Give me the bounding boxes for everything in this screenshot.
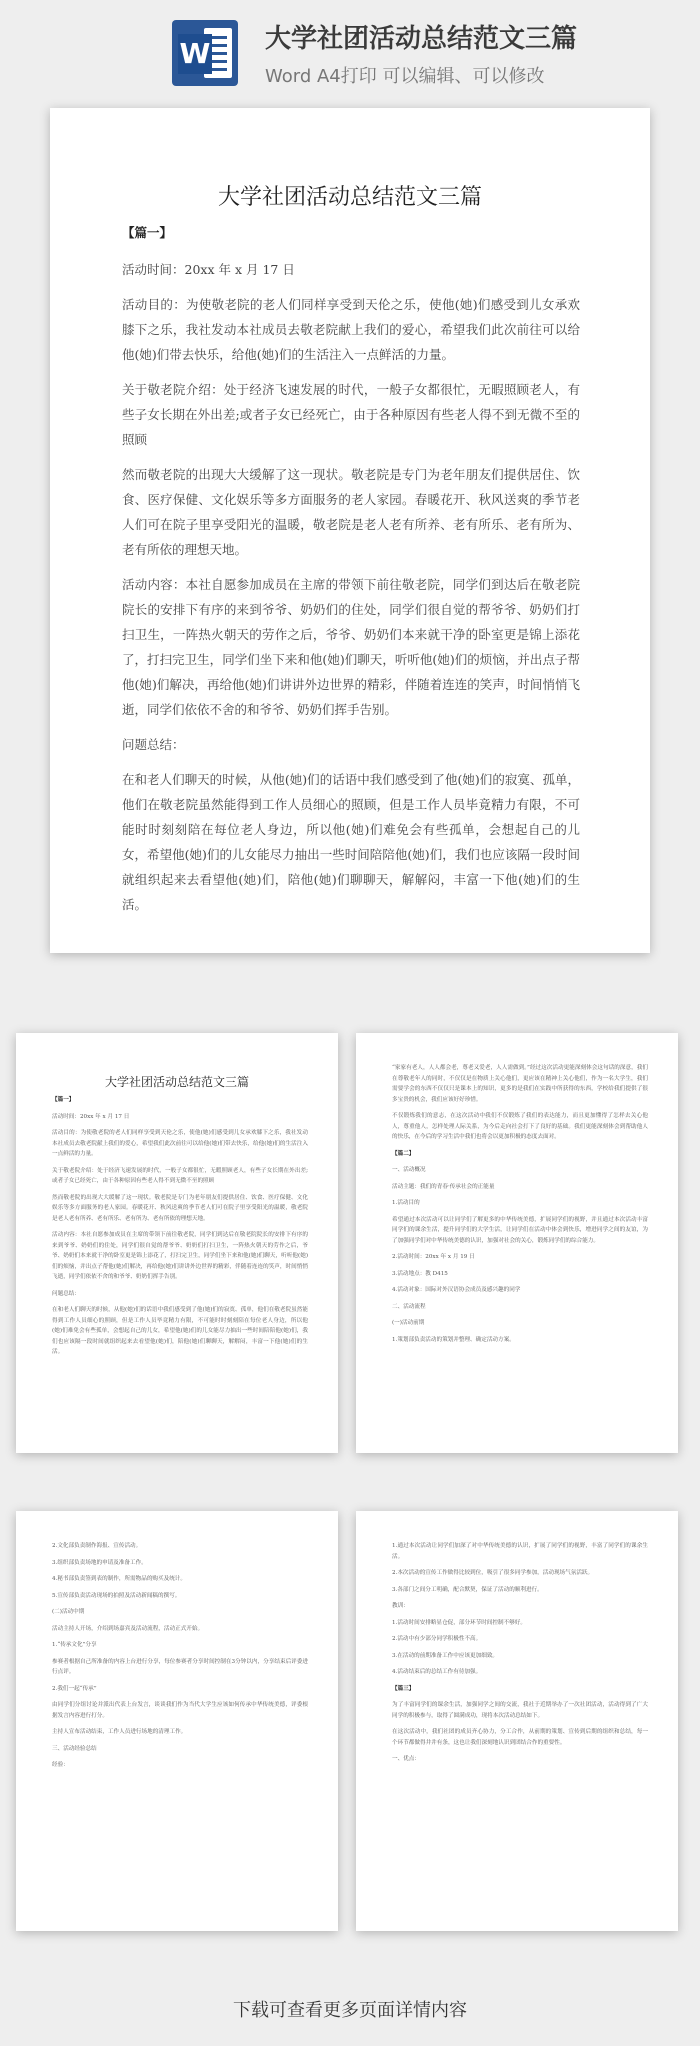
paragraph: 4.秘书部负责签到表的制作，所需物品的购买及统计。 bbox=[52, 1576, 186, 1582]
paragraph: 在这次活动中，我们社团的成员齐心协力，分工合作，从前期的策划、宣传到后期的组织和总结，每一个环节都做得井井有条，这也让我们深刻地认识到团结合作的重要性。 bbox=[392, 1729, 648, 1746]
document-body bbox=[122, 220, 580, 927]
main-page bbox=[50, 108, 650, 953]
paragraph: 活动内容：本社自愿参加成员在主席的带领下前往敬老院，同学们到达后在敬老院院长的安排下有序的来到爷爷、奶奶们的住处，同学们很自觉的帮爷爷、奶奶们打扫卫生，一阵热火朝天的劳作之后，爷爷、奶奶们本来就干净的卧室更是锦上添花了，打扫完卫生，同学们坐下来和他(她)们聊天，听听他(她)们的烦恼，并出点子帮他(她)们解决，再给他(她)们讲讲外边世界的精彩，伴随着连连的笑声，时间悄悄飞逝，同学们依依不舍的和爷爷、奶奶们挥手告别。 bbox=[122, 577, 580, 717]
section-heading: 【篇一】 bbox=[52, 1097, 75, 1103]
paragraph: 1.活动目的 bbox=[392, 1200, 420, 1206]
paragraph: 2.活动时间：20xx 年 x 月 19 日 bbox=[392, 1254, 475, 1260]
paragraph: 3.活动地点：教 D415 bbox=[392, 1270, 448, 1277]
paragraph: 在和老人们聊天的时候，从他(她)们的话语中我们感受到了他(她)们的寂寞、孤单，他们在敬老院虽然能得到工作人员细心的照顾，但是工作人员毕竟精力有限，不可能时时刻刻陪在每位老人身边，所以他(她)们难免会有些孤单，会想起自己的儿女，希望他(她)们的儿女能尽力抽出一些时间陪陪他(她)们，我们也应该隔一段时间就组织起来去看望他(她)们，陪他(她)们聊聊天，解解闷，丰富一下他(她)们的生活。 bbox=[52, 1307, 308, 1355]
paragraph: 不仅锻炼我们的意志，在这次活动中我们不仅锻炼了我们的表达能力，而且更加懂得了怎样去关心他人，尊重他人，怎样处理人际关系，为今后走向社会打下了良好的基础。我们更能深刻体会到帮助他人的快乐，在今后的学习生活中我们也将会以更加积极的态度去面对。 bbox=[392, 1113, 648, 1140]
page-thumbnail-2[interactable] bbox=[356, 1033, 678, 1453]
paragraph: 4.活动对象：国际对外汉语协会成员及感兴趣的同学 bbox=[392, 1287, 521, 1293]
header-subtitle: Word A4打印 可以编辑、可以修改 bbox=[265, 66, 545, 87]
document-title: 大学社团活动总结范文三篇 bbox=[217, 185, 482, 210]
paragraph: 5.宣传部负责活动现场的拍照及活动新闻稿的撰写。 bbox=[52, 1592, 181, 1599]
paragraph: 活动目的：为使敬老院的老人们同样享受到天伦之乐，使他(她)们感受到儿女承欢膝下之乐，我社发动本社成员去敬老院献上我们的爱心，希望我们此次前往可以给他(她)们带去快乐，给他(她)们的生活注入一点鲜活的力量。 bbox=[122, 297, 580, 362]
paragraph: 主持人宣布活动结束，工作人员进行场地的清理工作。 bbox=[52, 1729, 187, 1735]
paragraph: 教训： bbox=[392, 1603, 409, 1609]
paragraph: 3.组织部负责场地的申请及准备工作。 bbox=[52, 1559, 147, 1566]
paragraph: 然而敬老院的出现大大缓解了这一现状。敬老院是专门为老年朋友们提供居住、饮食、医疗保健、文化娱乐等多方面服务的老人家园。春暖花开、秋风送爽的季节老人们可在院子里享受阳光的温暖，敬老院是老人老有所养、老有所乐、老有所为、老有所依的理想天地。 bbox=[52, 1194, 308, 1222]
paragraph: 经验： bbox=[52, 1762, 69, 1768]
paragraph: 2.本次活动的宣传工作做得比较到位，吸引了很多同学参加，活动现场气氛活跃。 bbox=[392, 1570, 594, 1576]
paragraph: 1.“传承文化”分享 bbox=[52, 1642, 97, 1648]
paragraph: 关于敬老院介绍：处于经济飞速发展的时代，一般子女都很忙，无暇照顾老人，有些子女长期在外出差;或者子女已经死亡，由于各种原因有些老人得不到无微不至的照顾 bbox=[122, 382, 580, 447]
header bbox=[0, 0, 700, 100]
header-title: 大学社团活动总结范文三篇 bbox=[265, 24, 578, 54]
paragraph: 4.活动结束后的总结工作有待加强。 bbox=[392, 1669, 482, 1675]
word-letter: W bbox=[178, 34, 212, 74]
thumbnail-body bbox=[392, 1063, 648, 1351]
paragraph: 3.在活动的前期准备工作中应该更加细致。 bbox=[392, 1652, 499, 1659]
paragraph: “家家有老人，人人都会老，尊老又爱老，人人需做到。”经过这次活动更能深刻体会这句话的深意，我们在尊敬老年人的同时，不仅仅是在物质上关心他们，更应该在精神上关心他们，作为一名大学生，我们需要学会的东西不仅仅只是课本上的知识，更多的是我们在实践中所获得的东西，学校给我们提供了很多宝贵的机会，我们应该好好珍惜。 bbox=[392, 1065, 648, 1103]
paragraph: 关于敬老院介绍：处于经济飞速发展的时代，一般子女都很忙，无暇照顾老人，有些子女长期在外出差;或者子女已经死亡，由于各种原因有些老人得不到无微不至的照顾 bbox=[52, 1167, 308, 1184]
paragraph: 在和老人们聊天的时候，从他(她)们的话语中我们感受到了他(她)们的寂寞、孤单，他们在敬老院虽然能得到工作人员细心的照顾，但是工作人员毕竟精力有限，不可能时时刻刻陪在每位老人身边，所以他(她)们难免会有些孤单，会想起自己的儿女，希望他(她)们的儿女能尽力抽出一些时间陪陪他(她)们，我们也应该隔一段时间就组织起来去看望他(她)们，陪他(她)们聊聊天，解解闷，丰富一下他(她)们的生活。 bbox=[122, 772, 580, 912]
paragraph: 1.通过本次活动让同学们加深了对中华传统美德的认识，扩展了同学们的视野，丰富了同学们的课余生活。 bbox=[392, 1543, 648, 1560]
section-heading: 【篇三】 bbox=[392, 1685, 415, 1692]
paragraph: 活动主持人开场，介绍到场嘉宾及活动流程，活动正式开始。 bbox=[52, 1625, 204, 1632]
paragraph: 为了丰富同学们的课余生活，加强同学之间的交流，我社于近期举办了一次社团活动，活动得到了广大同学的积极参与，取得了圆满成功，现将本次活动总结如下。 bbox=[392, 1702, 648, 1719]
paragraph: 活动主题：我们的青春·传承社会的正能量 bbox=[392, 1183, 495, 1190]
paragraph: 1.策划部负责活动的策划并整理、确定活动方案。 bbox=[392, 1336, 515, 1343]
paragraph: 活动时间：20xx 年 x 月 17 日 bbox=[52, 1113, 130, 1120]
thumbnail-body bbox=[392, 1541, 648, 1771]
section-heading: 【篇一】 bbox=[122, 225, 173, 240]
paragraph: 问题总结： bbox=[52, 1290, 80, 1297]
paragraph: 由同学们分组讨论并派出代表上台发言，谈谈我们作为当代大学生应该如何传承中华传统美德，评委根据发言内容进行打分。 bbox=[52, 1702, 308, 1719]
word-icon bbox=[172, 20, 238, 86]
paragraph: 2.我们一起“传承” bbox=[52, 1685, 97, 1692]
paragraph: 二、活动流程 bbox=[392, 1303, 426, 1310]
page-thumbnail-4[interactable] bbox=[356, 1511, 678, 1931]
page-thumbnail-1[interactable] bbox=[16, 1033, 338, 1453]
paragraph: 2.活动中有少部分同学积极性不高。 bbox=[392, 1636, 482, 1642]
paragraph: (二)活动中期 bbox=[52, 1609, 85, 1615]
paragraph: (一)活动前期 bbox=[392, 1320, 425, 1326]
paragraph: 参赛者根据自己所准备的内容上台进行分享，每位参赛者分享时间控制在3分钟以内，分享结束后评委进行点评。 bbox=[52, 1658, 308, 1675]
download-more-link[interactable]: 下载可查看更多页面详情内容 bbox=[233, 2000, 467, 2021]
thumbnail-title: 大学社团活动总结范文三篇 bbox=[104, 1075, 249, 1089]
paragraph: 三、活动经验总结 bbox=[52, 1745, 97, 1752]
paragraph: 希望通过本次活动可以让同学们了解更多的中华传统美德，扩展同学们的视野，并且通过本次活动丰富同学们的课余生活，提升同学们的大学生活，让同学们在活动中体会到快乐，增进同学之间的友谊，为了加强同学们对中华传统美德的认识，加强对社会的关心，锻炼同学们的综合能力。 bbox=[392, 1216, 648, 1244]
paragraph: 问题总结： bbox=[122, 737, 185, 752]
section-heading: 【篇二】 bbox=[392, 1150, 415, 1157]
paragraph: 活动内容：本社自愿参加成员在主席的带领下前往敬老院，同学们到达后在敬老院院长的安排下有序的来到爷爷、奶奶们的住处，同学们很自觉的帮爷爷、奶奶们打扫卫生，一阵热火朝天的劳作之后，爷爷、奶奶们本来就干净的卧室更是锦上添花了，打扫完卫生，同学们坐下来和他(她)们聊天，听听他(她)们的烦恼，并出点子帮他(她)们解决，再给他(她)们讲讲外边世界的精彩，伴随着连连的笑声，时间悄悄飞逝，同学们依依不舍的和爷爷、奶奶们挥手告别。 bbox=[52, 1232, 308, 1280]
paragraph: 3.各部门之间分工明确，配合默契，保证了活动的顺利进行。 bbox=[392, 1586, 543, 1593]
paragraph: 然而敬老院的出现大大缓解了这一现状。敬老院是专门为老年朋友们提供居住、饮食、医疗保健、文化娱乐等多方面服务的老人家园。春暖花开、秋风送爽的季节老人们可在院子里享受阳光的温暖，敬老院是老人老有所养、老有所乐、老有所为、老有所依的理想天地。 bbox=[122, 467, 580, 557]
paragraph: 1.活动时间安排略显仓促，部分环节时间控制不够好。 bbox=[392, 1619, 526, 1626]
thumbnail-body bbox=[52, 1541, 308, 1777]
paragraph: 活动时间：20xx 年 x 月 17 日 bbox=[122, 262, 295, 277]
thumbnail-body bbox=[52, 1095, 308, 1364]
paragraph: 活动目的：为使敬老院的老人们同样享受到天伦之乐，使他(她)们感受到儿女承欢膝下之乐，我社发动本社成员去敬老院献上我们的爱心，希望我们此次前往可以给他(她)们带去快乐，给他(她)们的生活注入一点鲜活的力量。 bbox=[52, 1130, 308, 1157]
paragraph: 一、活动概况 bbox=[392, 1167, 426, 1173]
paragraph: 一、优点： bbox=[392, 1756, 420, 1762]
paragraph: 2.文化部负责制作海报、宣传活动。 bbox=[52, 1543, 142, 1549]
page-thumbnail-3[interactable] bbox=[16, 1511, 338, 1931]
